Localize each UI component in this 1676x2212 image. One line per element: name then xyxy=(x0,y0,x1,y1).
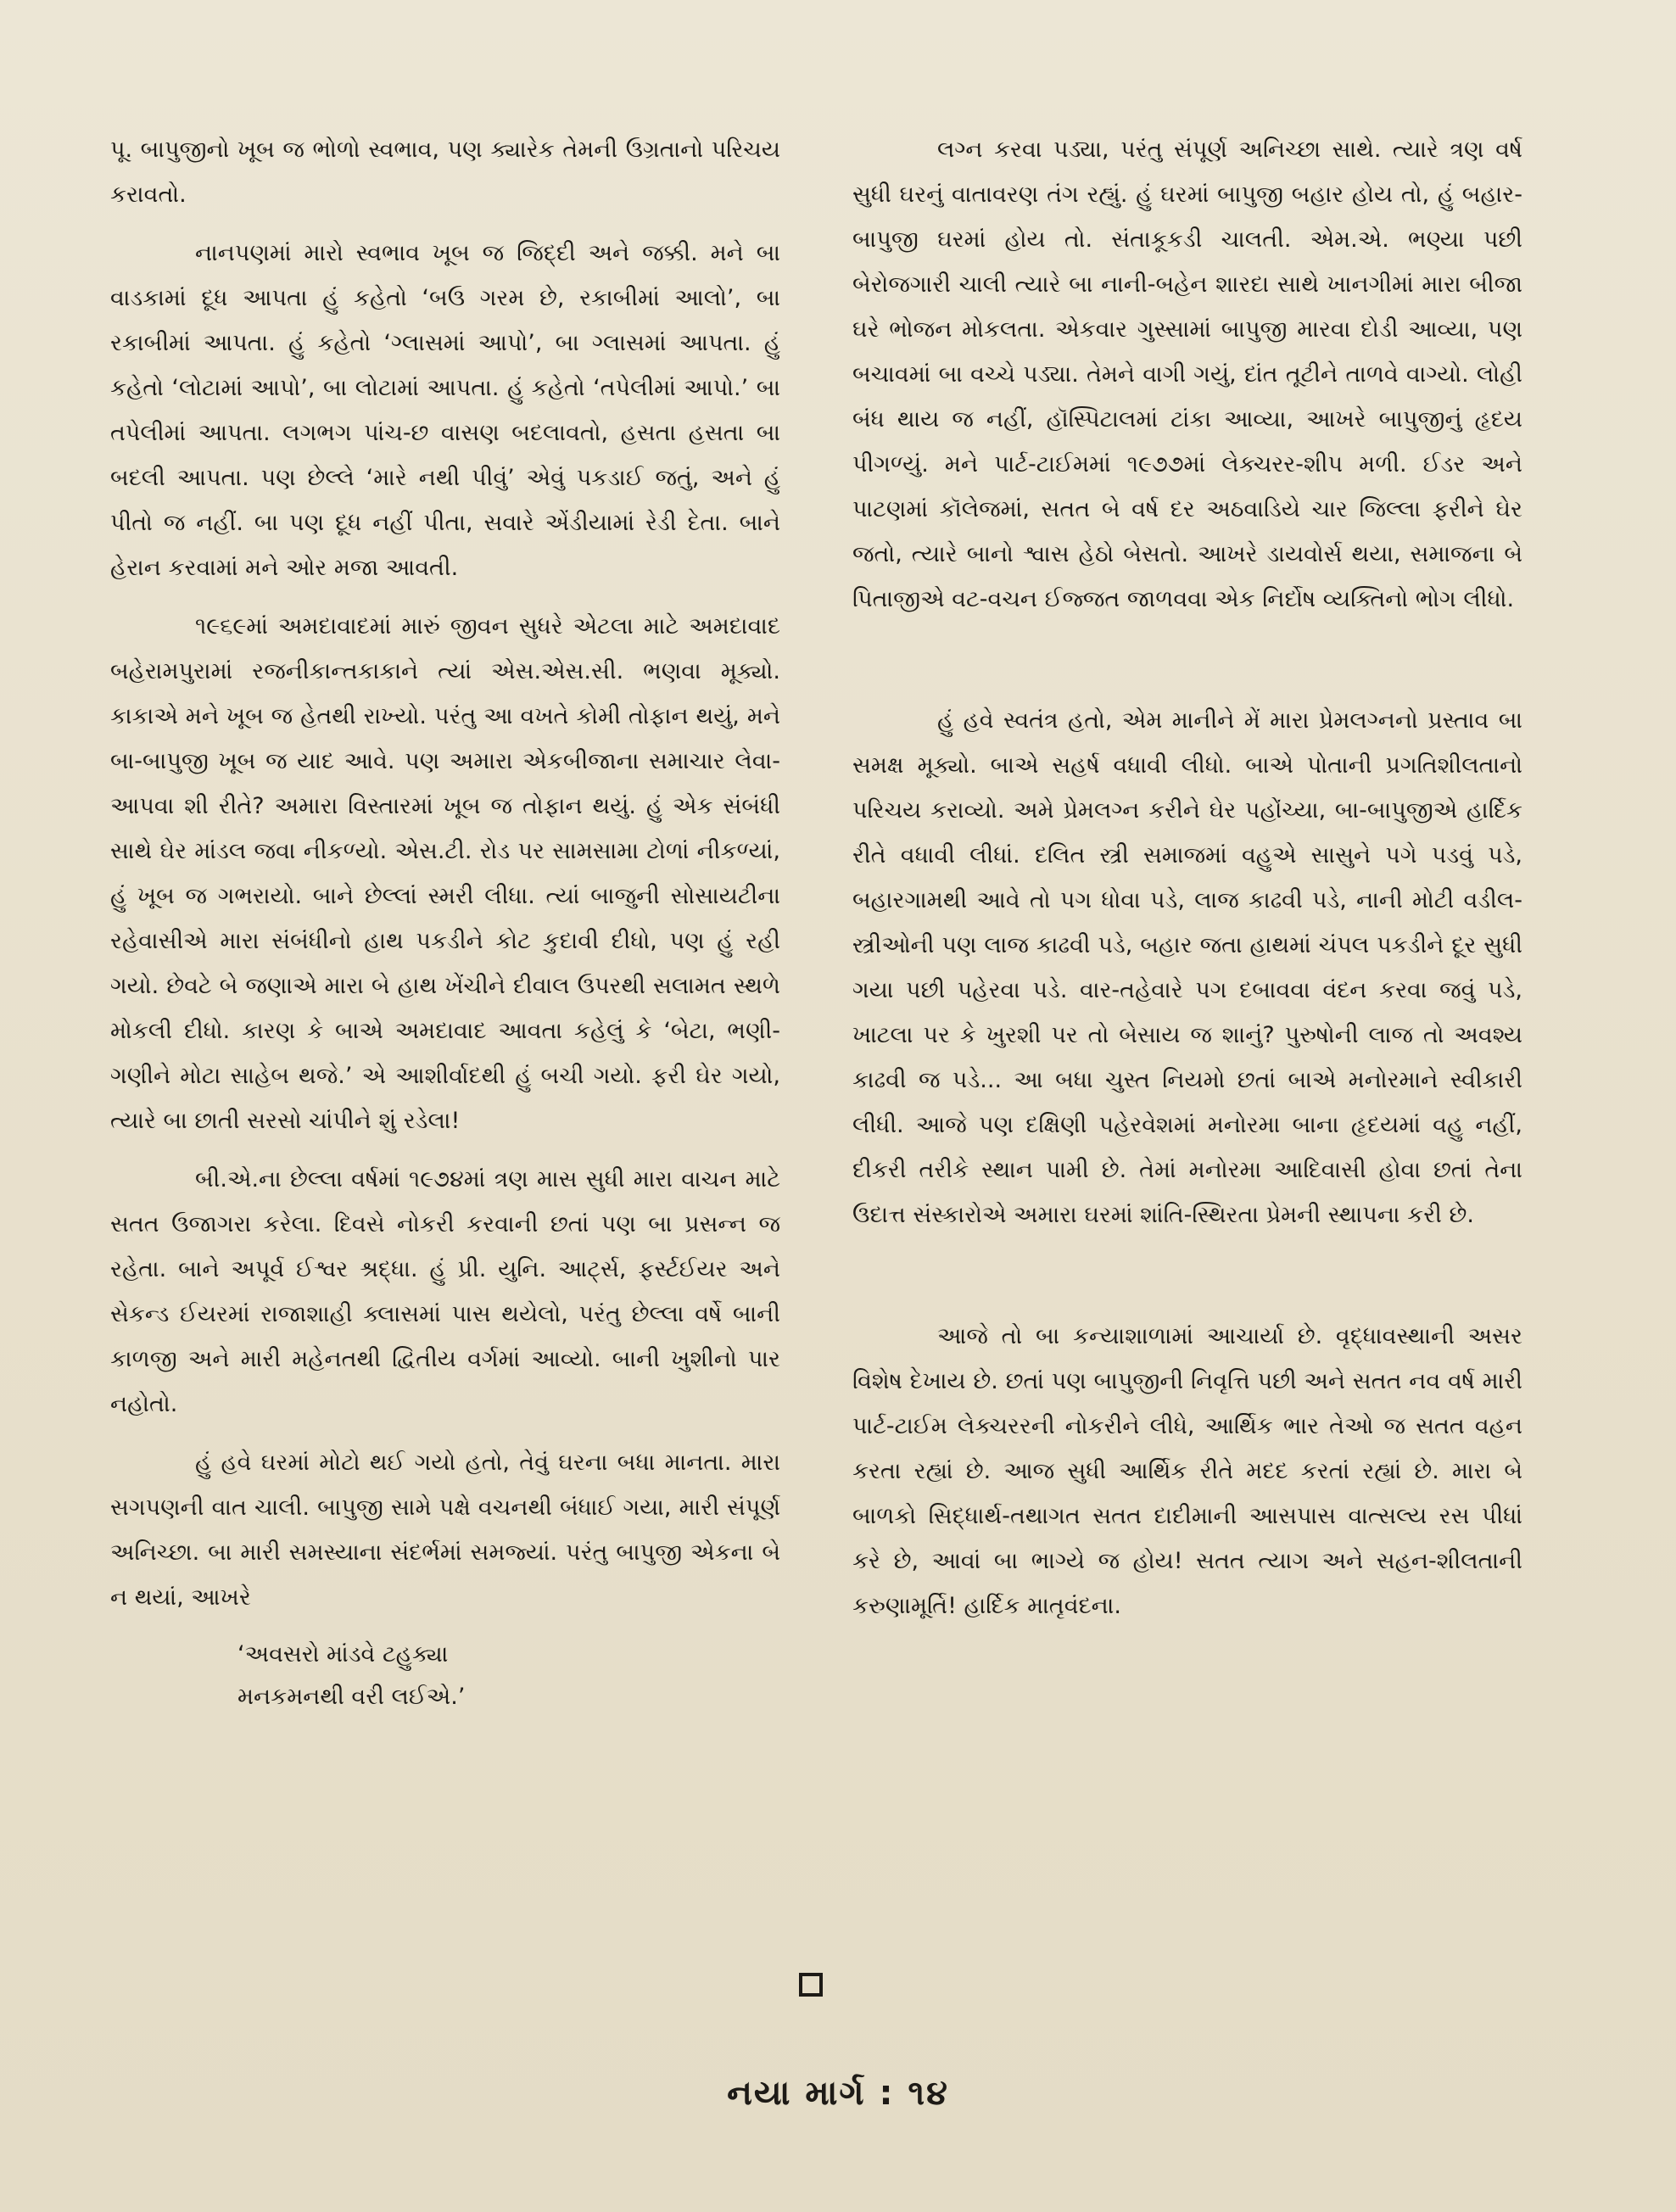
page-footer: નયા માર્ગ : ૧૪ xyxy=(727,2074,949,2113)
verse-quote xyxy=(237,1634,780,1718)
paragraph: બી.એ.ના છેલ્લા વર્ષમાં ૧૯૭૪માં ત્રણ માસ સુધી મારા વાચન માટે સતત ઉજાગરા કરેલા. દિવસે નોકરી કરવાની છતાં પણ બા પ્રસન્ન જ રહેતા. બાને અપૂર્વ ઈશ્વર શ્રદ્ધા. હું પ્રી. યુનિ. આર્ટ્સ, ફર્સ્ટઈયર અને સેકન્ડ ઈયરમાં રાજાશાહી ક્લાસમાં પાસ થયેલો, પરંતુ છેલ્લા વર્ષે બાની કાળજી અને મારી મહેનતથી દ્વિતીય વર્ગમાં આવ્યો. બાની ખુશીનો પાર નહોતો. xyxy=(110,1166,780,1417)
paragraph: આજે તો બા કન્યાશાળામાં આચાર્યા છે. વૃદ્ધાવસ્થાની અસર વિશેષ દેખાય છે. છતાં પણ બાપુજીની નિવૃત્તિ પછી અને સતત નવ વર્ષ મારી પાર્ટ-ટાઈમ લેક્ચરરની નોકરીને લીધે, આર્થિક ભાર તેઓ જ સતત વહન કરતા રહ્યાં છે. આજ સુધી આર્થિક રીતે મદદ કરતાં રહ્યાં છે. મારા બે બાળકો સિદ્ધાર્થ-તથાગત સતત દાદીમાની આસપાસ વાત્સલ્ય રસ પીધાં કરે છે, આવાં બા ભાગ્યે જ હોય! સતત ત્યાગ અને સહન-શીલતાની કરુણામૂર્તિ! હાર્દિક માતૃવંદના. xyxy=(852,1323,1522,1619)
paragraph: ૧૯૬૯માં અમદાવાદમાં મારું જીવન સુધરે એટલા માટે અમદાવાદ બહેરામપુરામાં રજનીકાન્તકાકાને ત્યાં એસ.એસ.સી. ભણવા મૂક્યો. કાકાએ મને ખૂબ જ હેતથી રાખ્યો. પરંતુ આ વખતે કોમી તોફાન થયું, મને બા-બાપુજી ખૂબ જ યાદ આવે. પણ અમારા એકબીજાના સમાચાર લેવા-આપવા શી રીતે? અમારા વિસ્તારમાં ખૂબ જ તોફાન થયું. હું એક સંબંધી સાથે ઘેર માંડલ જવા નીકળ્યો. એસ.ટી. રોડ પર સામસામા ટોળાં નીકળ્યાં, હું ખૂબ જ ગભરાયો. બાને છેલ્લાં સ્મરી લીધા. ત્યાં બાજુની સોસાયટીના રહેવાસીએ મારા સંબંધીનો હાથ પકડીને કોટ કુદાવી દીધો, પણ હું રહી ગયો. છેવટે બે જણાએ મારા બે હાથ ખેંચીને દીવાલ ઉપરથી સલામત સ્થળે મોકલી દીધો. કારણ કે બાએ અમદાવાદ આવતા કહેલું કે ‘બેટા, ભણી-ગણીને મોટા સાહેબ થજે.’ એ આશીર્વાદથી હું બચી ગયો. ફરી ઘેર ગયો, ત્યારે બા છાતી સરસો ચાંપીને શું રડેલા! xyxy=(110,613,780,1134)
paragraph: પૂ. બાપુજીનો ખૂબ જ ભોળો સ્વભાવ, પણ ક્યારેક તેમની ઉગ્રતાનો પરિચય કરાવતો. xyxy=(110,137,780,208)
verse-line: મનકમનથી વરી લઈએ.’ xyxy=(237,1684,466,1710)
verse-line: ‘અવસરો માંડવે ટહુક્યા xyxy=(237,1641,449,1667)
right-column xyxy=(852,127,1522,1642)
paragraph: હું હવે સ્વતંત્ર હતો, એમ માનીને મેં મારા પ્રેમલગ્નનો પ્રસ્તાવ બા સમક્ષ મૂક્યો. બાએ સહર્ષ વધાવી લીધો. બાએ પોતાની પ્રગતિશીલતાનો પરિચય કરાવ્યો. અમે પ્રેમલગ્ન કરીને ઘેર પહોંચ્યા, બા-બાપુજીએ હાર્દિક રીતે વધાવી લીધાં. દલિત સ્ત્રી સમાજમાં વહુએ સાસુને પગે પડવું પડે, બહારગામથી આવે તો પગ ધોવા પડે, લાજ કાઢવી પડે, નાની મોટી વડીલ-સ્ત્રીઓની પણ લાજ કાઢવી પડે, બહાર જતા હાથમાં ચંપલ પકડીને દૂર સુધી ગયા પછી પહેરવા પડે. વાર-તહેવારે પગ દબાવવા વંદન કરવા જવું પડે, ખાટલા પર કે ખુરશી પર તો બેસાય જ શાનું? પુરુષોની લાજ તો અવશ્ય કાઢવી જ પડે... આ બધા ચુસ્ત નિયમો છતાં બાએ મનોરમાને સ્વીકારી લીધી. આજે પણ દક્ષિણી પહેરવેશમાં મનોરમા બાના હૃદયમાં વહુ નહીં, દીકરી તરીકે સ્થાન પામી છે. તેમાં મનોરમા આદિવાસી હોવા છતાં તેના ઉદાત્ત સંસ્કારોએ અમારા ઘરમાં શાંતિ-સ્થિરતા પ્રેમની સ્થાપના કરી છે. xyxy=(852,707,1522,1228)
left-column xyxy=(110,127,780,1718)
end-of-article-square-icon xyxy=(799,1973,823,1997)
paragraph: નાનપણમાં મારો સ્વભાવ ખૂબ જ જિદ્દી અને જક્કી. મને બા વાડકામાં દૂધ આપતા હું કહેતો ‘બઉ ગરમ છે, રકાબીમાં આલો’, બા રકાબીમાં આપતા. હું કહેતો ‘ગ્લાસમાં આપો’, બા ગ્લાસમાં આપતા. હું કહેતો ‘લોટામાં આપો’, બા લોટામાં આપતા. હું કહેતો ‘તપેલીમાં આપો.’ બા તપેલીમાં આપતા. લગભગ પાંચ-છ વાસણ બદલાવતો, હસતા હસતા બા બદલી આપતા. પણ છેલ્લે ‘મારે નથી પીવું’ એવું પકડાઈ જતું, અને હું પીતો જ નહીં. બા પણ દૂધ નહીં પીતા, સવારે એંડીયામાં રેડી દેતા. બાને હેરાન કરવામાં મને ઓર મજા આવતી. xyxy=(110,240,780,581)
paragraph: હું હવે ઘરમાં મોટો થઈ ગયો હતો, તેવું ઘરના બધા માનતા. મારા સગપણની વાત ચાલી. બાપુજી સામે પક્ષે વચનથી બંધાઈ ગયા, મારી સંપૂર્ણ અનિચ્છા. બા મારી સમસ્યાના સંદર્ભમાં સમજ્યાં. પરંતુ બાપુજી એકના બે ન થયાં, આખરે xyxy=(110,1450,780,1611)
paragraph: લગ્ન કરવા પડ્યા, પરંતુ સંપૂર્ણ અનિચ્છા સાથે. ત્યારે ત્રણ વર્ષ સુધી ઘરનું વાતાવરણ તંગ રહ્યું. હું ઘરમાં બાપુજી બહાર હોય તો, હું બહાર-બાપુજી ઘરમાં હોય તો. સંતાકૂકડી ચાલતી. એમ.એ. ભણ્યા પછી બેરોજગારી ચાલી ત્યારે બા નાની-બહેન શારદા સાથે ખાનગીમાં મારા બીજા ઘરે ભોજન મોકલતા. એકવાર ગુસ્સામાં બાપુજી મારવા દોડી આવ્યા, પણ બચાવમાં બા વચ્ચે પડ્યા. તેમને વાગી ગયું, દાંત તૂટીને તાળવે વાગ્યો. લોહી બંધ થાય જ નહીં, હૉસ્પિટાલમાં ટાંકા આવ્યા, આખરે બાપુજીનું હૃદય પીગળ્યું. મને પાર્ટ-ટાઈમમાં ૧૯૭૭માં લેક્ચરર-શીપ મળી. ઈડર અને પાટણમાં કૉલેજમાં, સતત બે વર્ષ દર અઠવાડિયે ચાર જિલ્લા ફરીને ઘેર જતો, ત્યારે બાનો શ્વાસ હેઠો બેસતો. આખરે ડાયવોર્સ થયા, સમાજના બે પિતાજીએ વટ-વચન ઈજ્જત જાળવવા એક નિર્દોષ વ્યક્તિનો ભોગ લીધો. xyxy=(852,137,1522,612)
